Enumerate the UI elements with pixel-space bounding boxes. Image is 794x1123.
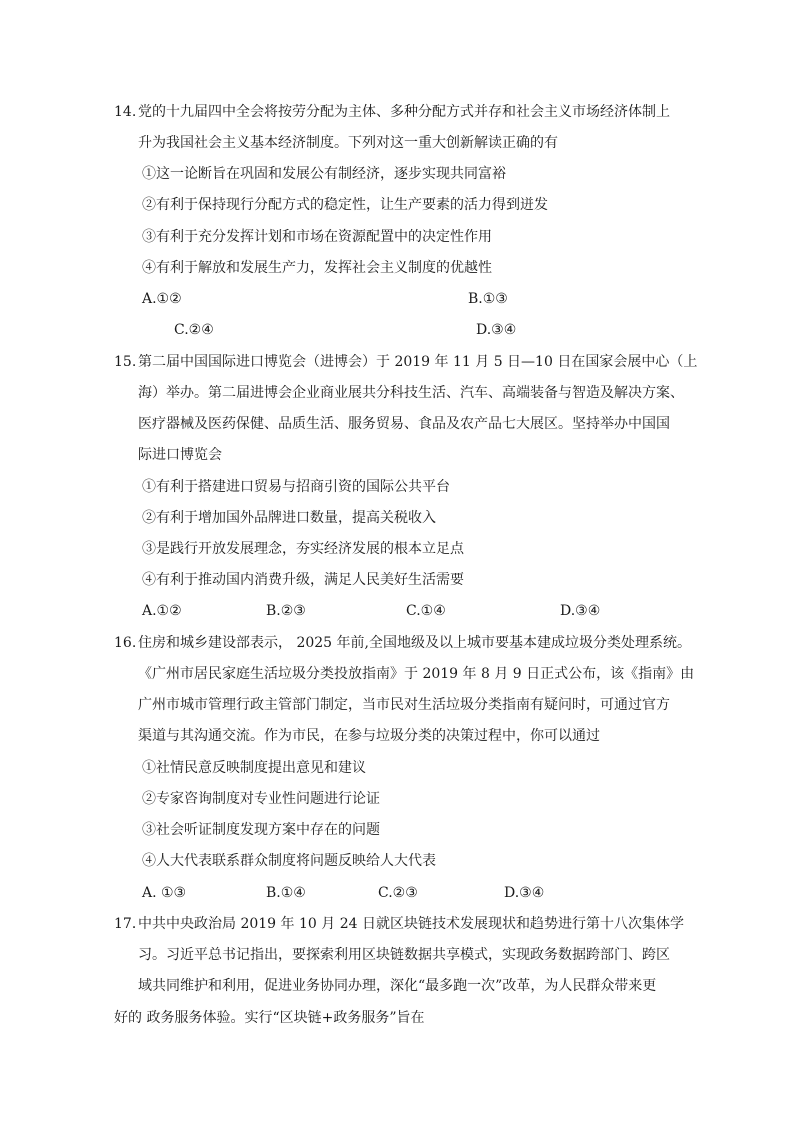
question-number: 16. <box>114 635 137 651</box>
statement-item: ①有利于搭建进口贸易与招商引资的国际公共平台 <box>142 479 450 495</box>
answer-option-c: C.②④ <box>174 322 214 338</box>
answer-option-b: B.①③ <box>468 291 508 307</box>
statement-item: ①社情民意反映制度提出意见和建议 <box>142 760 366 776</box>
question-stem-line: 住房和城乡建设部表示， 2025 年前,全国地级及以上城市要基本建成垃圾分类处理系统。 <box>138 635 691 651</box>
question-stem-line: 党的十九届四中全会将按劳分配为主体、多种分配方式并存和社会主义市场经济体制上 <box>138 104 670 120</box>
question-number: 15. <box>114 354 137 370</box>
statement-item: ①这一论断旨在巩固和发展公有制经济，逐步实现共同富裕 <box>142 166 506 182</box>
answer-option-d: D.③④ <box>560 603 601 619</box>
question-stem-line: 《广州市居民家庭生活垃圾分类投放指南》于 2019 年 8 月 9 日正式公布，该《指南》由 <box>138 666 695 682</box>
question-stem-line: 广州市城市管理行政主管部门制定，当市民对生活垃圾分类指南有疑问时，可通过官方 <box>138 697 670 713</box>
question-stem-line: 际进口博览会 <box>138 447 222 463</box>
answer-option-b: B.②③ <box>266 603 306 619</box>
question-stem-line: 升为我国社会主义基本经济制度。下列对这一重大创新解读正确的有 <box>138 135 558 151</box>
answer-option-d: D.③④ <box>476 322 517 338</box>
statement-item: ②专家咨询制度对专业性问题进行论证 <box>142 791 380 807</box>
answer-option-b: B.①④ <box>266 885 306 901</box>
question-number: 17． <box>114 916 146 932</box>
question-number: 14. <box>114 104 137 120</box>
answer-option-a: A.①② <box>142 291 182 307</box>
statement-item: ②有利于保持现行分配方式的稳定性，让生产要素的活力得到迸发 <box>142 197 548 213</box>
question-stem-line: 医疗器械及医药保健、品质生活、服务贸易、食品及农产品七大展区。坚持举办中国国 <box>138 416 670 432</box>
answer-option-c: C.②③ <box>378 885 418 901</box>
question-stem-line: 域共同维护和利用，促进业务协同办理，深化“最多跑一次”改革，为人民群众带来更 <box>138 978 657 994</box>
answer-option-c: C.①④ <box>406 603 446 619</box>
statement-item: ③有利于充分发挥计划和市场在资源配置中的决定性作用 <box>142 229 492 245</box>
answer-option-a: A.①② <box>142 603 182 619</box>
statement-item: ④有利于解放和发展生产力，发挥社会主义制度的优越性 <box>142 260 492 276</box>
answer-option-a: A. ①③ <box>142 885 187 901</box>
statement-item: ④有利于推动国内消费升级，满足人民美好生活需要 <box>142 572 464 588</box>
question-stem-line: 海）举办。第二届进博会企业商业展共分科技生活、汽车、高端装备与智造及解决方案、 <box>138 385 684 401</box>
statement-item: ③社会听证制度发现方案中存在的问题 <box>142 822 380 838</box>
statement-item: ④人大代表联系群众制度将问题反映给人大代表 <box>142 853 436 869</box>
statement-item: ③是践行开放发展理念，夯实经济发展的根本立足点 <box>142 541 464 557</box>
statement-item: ②有利于增加国外品牌进口数量，提高关税收入 <box>142 510 436 526</box>
question-stem-line: 渠道与其沟通交流。作为市民，在参与垃圾分类的决策过程中，你可以通过 <box>138 728 600 744</box>
question-stem-line: 习。习近平总书记指出，要探索利用区块链数据共享模式，实现政务数据跨部门、跨区 <box>138 947 670 963</box>
question-stem-line: 第二届中国国际进口博览会（进博会）于 2019 年 11 月 5 日—10 日在国家会展中心（上 <box>138 354 698 370</box>
answer-option-d: D.③④ <box>504 885 545 901</box>
question-stem-line: 中共中央政治局 2019 年 10 月 24 日就区块链技术发展现状和趋势进行第十八次集体学 <box>138 916 684 932</box>
question-stem-line: 好的 政务服务体验。实行“区块链+政务服务”旨在 <box>114 1010 425 1026</box>
